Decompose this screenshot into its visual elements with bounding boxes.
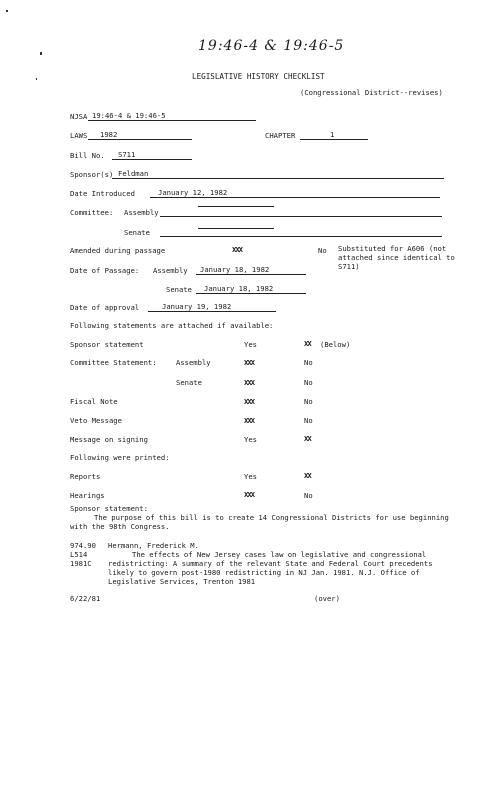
sponsor-underline [112,178,444,179]
chapter-label: CHAPTER [265,131,296,140]
page-subtitle: (Congressional District--revises) [300,88,443,97]
sponsor-value: Feldman [118,169,149,178]
call-number-line3: 1981C [70,559,92,568]
chapter-underline [300,139,368,140]
page-title: LEGISLATIVE HISTORY CHECKLIST [192,72,325,81]
statement-no: No [304,397,313,406]
sponsor-statement-text: The purpose of this bill is to create 14 Congressional Districts for use beginning with the 98th Congress. [70,513,449,531]
handwritten-title: 19:46-4 & 19:46-5 [198,38,345,54]
statement-yes-struck: XXX [244,397,254,406]
bill-underline [112,159,192,160]
committee-assembly-underline [160,216,442,217]
statement-sub: Assembly [176,358,211,367]
footer-over: (over) [314,594,340,603]
printed-label: Hearings [70,491,105,500]
scan-speck [36,78,37,80]
date-introduced-label: Date Introduced [70,189,135,198]
passage-senate-underline [196,293,306,294]
committee-senate-strike [198,228,274,229]
passage-senate-value: January 18, 1982 [204,284,274,293]
statement-no: No [304,378,313,387]
date-introduced-underline [150,197,440,198]
call-number-line2: L514 [70,550,88,559]
printed-no: No [304,491,313,500]
committee-senate-label: Senate [124,228,150,237]
scan-speck [40,52,42,55]
bill-value: S711 [118,150,136,159]
approval-label: Date of approval [70,303,140,312]
passage-assembly-underline [196,274,306,275]
statement-no-struck: XX [304,434,311,443]
reference-author: Hermann, Frederick M. [108,541,199,550]
njsa-label: NJSA [70,112,88,121]
amended-no: No [318,246,327,255]
statement-no: No [304,358,313,367]
date-introduced-value: January 12, 1982 [158,188,228,197]
statement-label: Fiscal Note [70,397,118,406]
njsa-underline [88,120,256,121]
statement-yes: Yes [244,435,257,444]
sponsor-label: Sponsor(s) [70,170,114,179]
statement-note: (Below) [320,340,351,349]
laws-value: 1982 [100,130,118,139]
sponsor-statement-label: Sponsor statement: [70,504,148,513]
statement-label: Sponsor statement [70,340,144,349]
amended-yes-struck: XXX [232,245,242,254]
printed-no-struck: XX [304,471,311,480]
amended-note: Substituted for A606 (not attached since identical to S711) [338,244,455,271]
statement-label: Committee Statement: [70,358,157,367]
approval-underline [148,311,276,312]
chapter-value: 1 [330,130,335,139]
passage-assembly-value: January 18, 1982 [200,265,270,274]
printed-heading: Following were printed: [70,453,170,462]
njsa-value: 19:46-4 & 19:46-5 [92,111,166,120]
passage-senate-label: Senate [166,285,192,294]
bill-label: Bill No. [70,151,105,160]
amended-label: Amended during passage [70,246,166,255]
statement-no-struck: XX [304,339,311,348]
scan-speck [6,10,8,12]
statement-yes: Yes [244,340,257,349]
statements-heading: Following statements are attached if available: [70,321,274,330]
footer-date: 6/22/81 [70,594,101,603]
committee-label: Committee: [70,208,114,217]
laws-underline [88,139,192,140]
call-number-line1: 974.90 [70,541,96,550]
printed-label: Reports [70,472,101,481]
approval-value: January 19, 1982 [162,302,232,311]
printed-yes-struck: XXX [244,490,254,499]
passage-assembly-label: Assembly [153,266,188,275]
committee-assembly-strike [198,206,274,207]
statement-yes-struck: XXX [244,416,254,425]
statement-label: Message on signing [70,435,148,444]
statement-sub: Senate [176,378,202,387]
passage-label: Date of Passage: [70,266,140,275]
laws-label: LAWS [70,131,88,140]
printed-yes: Yes [244,472,257,481]
committee-senate-underline [160,236,442,237]
statement-yes-struck: XXX [244,358,254,367]
committee-assembly-label: Assembly [124,208,159,217]
statement-yes-struck: XXX [244,378,254,387]
statement-label: Veto Message [70,416,122,425]
reference-text: The effects of New Jersey cases law on legislative and congressional redistricting: A summary of the relevant State and Federal Court precedents likely to govern post-1980 redistricting in NJ Jan. 1981. N.J. Office of Legislative Services, Trenton 1981 [108,550,433,586]
statement-no: No [304,416,313,425]
